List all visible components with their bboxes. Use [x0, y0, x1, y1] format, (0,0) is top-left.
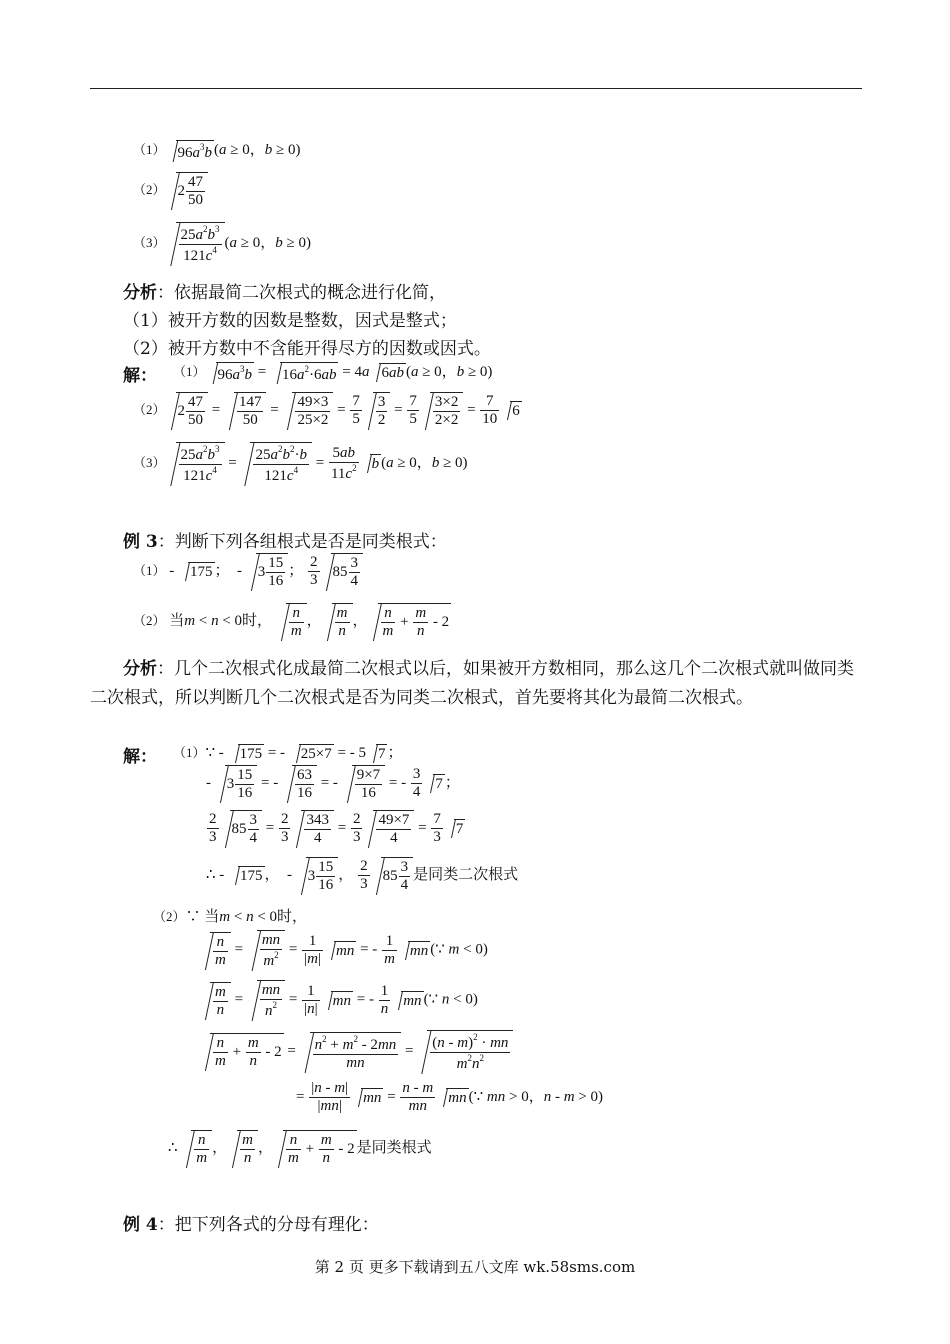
ex3-analysis-text: ：几个二次根式化成最简二次根式以后，如果被开方数相同，那么这几个二次根式就叫做同类二次根式，所以判断几个二次根式是否为同类二次根式，首先要将其化为最简二次根式。 — [90, 659, 854, 708]
ex2-solution-3: （3） $\frac{25a^2b^3}{121c^4}$ = $\frac{25a^2b^2\cdot b}{121c^4}$ = $\frac{5ab}{11c^2}$ b (a ≥ 0，b ≥ 0) — [133, 444, 468, 485]
ex4-title-text: ：把下列各式的分母有理化： — [157, 1215, 379, 1235]
ex2-solution-2: （2） 2 $\frac{47}{50}$ = $\frac{147}{50}$ = $\frac{49\times 3}{25\times 2}$ = $\frac{7}{5}$ $\frac{3}{2}$ = $\frac{7}{5}$ $\frac{3\times 2}{2\times 2}$ = $\frac{7}{10}$ 6 — [133, 393, 520, 429]
ex3-solution-label: 解： — [123, 747, 157, 767]
ex3-solution-4: ∴ - 175 ， - 3 $\frac{15}{16}$ ， $\frac{2}{3}$ 85 $\frac{3}{4}$ 是同类二次根式 — [206, 858, 519, 894]
ex4-title-label: 例 4 — [123, 1215, 158, 1235]
page-footer: 第 2 页 更多下载请到五八文库 wk.58sms.com — [314, 1258, 636, 1276]
same-kind-note: 是同类二次根式 — [413, 867, 519, 884]
ex3-question-1: （1） - 175 ； - 3 $\frac{15}{16}$ ； $\frac{2}{3}$ 85 $\frac{3}{4}$ — [133, 553, 363, 591]
analysis-text: ：依据最简二次根式的概念进行化简， — [157, 283, 446, 303]
ex2-point-1: （1）被开方数的因数是整数，因式是整式； — [123, 311, 457, 331]
same-kind-note-2: 是同类根式 — [356, 1140, 432, 1157]
ex3-title — [123, 527, 447, 552]
ex3-analysis — [90, 655, 862, 713]
ex3-analysis-label: 分析 — [123, 659, 157, 679]
ex3-solution-1: （1）∵ - 175 = - 25×7 = - 5 7 ； — [173, 745, 403, 763]
ex3-solution-7: $\frac{m}{n}$ = $\frac{mn}{n^2}$ = $\frac{1}{|n|}$ mn = - $\frac{1}{n}$ mn (∵ n < 0) — [200, 980, 478, 1021]
ex3-question-2: （2） 当m < n < 0时， $\frac{n}{m}$ ， $\frac{m}{n}$ ， $\frac{n}{m}$ + $\frac{m}{n}$ - 2 — [133, 605, 450, 640]
ex4-title — [123, 1210, 379, 1235]
ex2-item-2: （2） 2 $\frac{47}{50}$ — [133, 172, 208, 210]
ex3-solution-9: = $\frac{|n - m|}{|mn|}$ mn = $\frac{n - m}{mn}$ mn (∵ mn > 0，n - m > 0) — [296, 1080, 604, 1115]
ex3-solution-5: （2）∵ 当m < n < 0时， — [153, 909, 308, 925]
header-rule — [90, 88, 862, 89]
ex2-item-3: （3） $\frac{25a^2b^3}{121c^4}$ (a ≥ 0，b ≥ 0) — [133, 224, 311, 265]
ex3-solution-6: $\frac{n}{m}$ = $\frac{mn}{m^2}$ = $\frac{1}{|m|}$ mn = - $\frac{1}{m}$ mn (∵ m < 0) — [200, 930, 488, 971]
ex2-solution-label: 解： — [123, 366, 157, 386]
ex3-solution-2: - 3 $\frac{15}{16}$ = - $\frac{63}{16}$ = - $\frac{9\times 7}{16}$ = - $\frac{3}{4}$ 7 ； — [206, 766, 460, 802]
ex2-item-1: （1） $96a^3b$ (a ≥ 0，b ≥ 0) — [133, 141, 301, 161]
analysis-label: 分析 — [123, 283, 157, 303]
ex3-title-text: ：判断下列各组根式是否是同类根式： — [157, 532, 447, 552]
ex2-point-2: （2）被开方数中不含能开得尽方的因数或因式。 — [123, 339, 491, 359]
ex2-analysis — [123, 278, 446, 303]
ex3-title-label: 例 3 — [123, 532, 158, 552]
ex3-solution-3: $\frac{2}{3}$ 85 $\frac{3}{4}$ = $\frac{2}{3}$ $\frac{343}{4}$ = $\frac{2}{3}$ $\frac{49\times 7}{4}$ = $\frac{7}{3}$ 7 — [209, 811, 464, 847]
ex2-solution-1: （1） $96a^3b = 16a^2\cdot 6ab = 4a$ 6ab (a ≥ 0，b ≥ 0) — [173, 363, 493, 383]
ex3-solution-10: ∴ $\frac{n}{m}$ ， $\frac{m}{n}$ ， $\frac{n}{m}$ + $\frac{m}{n}$ - 2 是同类根式 — [168, 1132, 432, 1167]
ex3-solution-8: $\frac{n}{m}$ + $\frac{m}{n}$ - 2 = $\frac{n^2 + m^2 - 2mn}{mn}$ = $\frac{(n - m)^2 \cdot mn}{m^2n^2}$ — [200, 1030, 513, 1074]
